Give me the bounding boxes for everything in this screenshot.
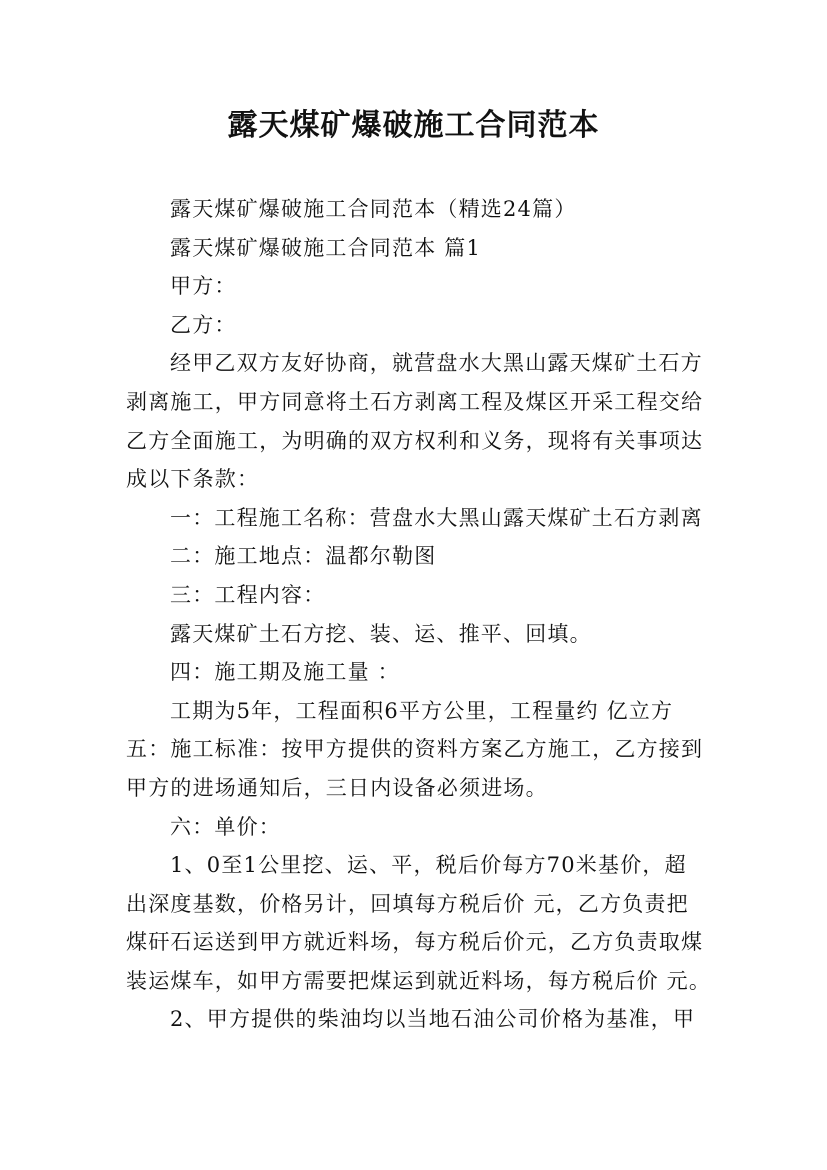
- paragraph-line: 二：施工地点：温都尔勒图: [170, 544, 437, 569]
- paragraph-line: 装运煤车，如甲方需要把煤运到就近料场，每方税后价 元。: [126, 968, 712, 993]
- paragraph-line: 五：施工标准：按甲方提供的资料方案乙方施工，乙方接到: [126, 737, 704, 762]
- paragraph-line: 露天煤矿爆破施工合同范本 篇1: [170, 235, 482, 260]
- paragraph-line: 1、0至1公里挖、运、平，税后价每方70米基价，超: [170, 853, 687, 878]
- paragraph-line: 煤矸石运送到甲方就近料场，每方税后价元，乙方负责取煤: [126, 930, 704, 955]
- paragraph-line: 2、甲方提供的柴油均以当地石油公司价格为基准，甲: [170, 1007, 696, 1032]
- paragraph-line: 成以下条款：: [126, 467, 260, 492]
- paragraph-line: 出深度基数，价格另计，回填每方税后价 元，乙方负责把: [126, 891, 689, 916]
- paragraph-line: 乙方：: [170, 312, 237, 337]
- paragraph-line: 甲方的进场通知后，三日内设备必须进场。: [126, 775, 548, 800]
- paragraph-line: 三：工程内容：: [170, 582, 326, 607]
- paragraph-line: 剥离施工，甲方同意将土石方剥离工程及煤区开采工程交给: [126, 389, 704, 414]
- paragraph-line: 露天煤矿爆破施工合同范本（精选24篇）: [170, 197, 577, 221]
- paragraph-line: 露天煤矿土石方挖、装、运、推平、回填。: [170, 621, 592, 646]
- document-title: 露天煤矿爆破施工合同范本: [227, 108, 600, 143]
- paragraph-line: 四：施工期及施工量 ：: [170, 660, 400, 685]
- paragraph-line: 一：工程施工名称：营盘水大黑山露天煤矿土石方剥离: [170, 505, 703, 530]
- paragraph-line: 乙方全面施工，为明确的双方权利和义务，现将有关事项达: [126, 428, 704, 453]
- paragraph-line: 甲方：: [170, 274, 237, 299]
- paragraph-line: 经甲乙双方友好协商，就营盘水大黑山露天煤矿土石方: [170, 351, 703, 376]
- paragraph-line: 工期为5年，工程面积6平方公里，工程量约 亿立方: [170, 698, 674, 723]
- paragraph-line: 六：单价：: [170, 814, 281, 839]
- document-body: [126, 190, 716, 1039]
